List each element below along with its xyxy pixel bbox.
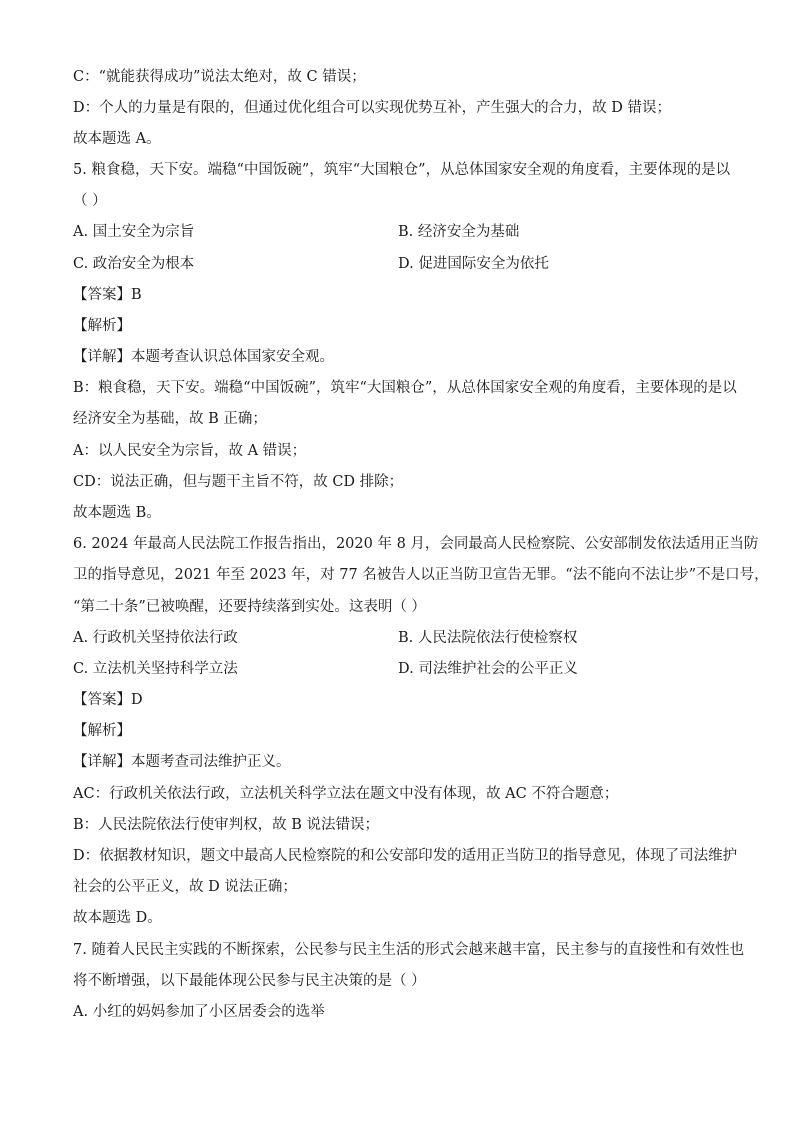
q6-conclusion: 故本题选 D。 (73, 910, 162, 926)
q6-explanation-d-line-2: 社会的公平正义，故 D 说法正确； (73, 879, 297, 895)
q6-explanation-b: B：人民法院依法行使审判权，故 B 说法错误； (73, 817, 380, 833)
q6-explanation-ac: AC：行政机关依法行政，立法机关科学立法在题文中没有体现，故 AC 不符合题意； (73, 786, 619, 802)
q6-option-c: C. 立法机关坚持科学立法 (73, 661, 238, 677)
q5-option-b: B. 经济安全为基础 (398, 224, 520, 240)
prev-conclusion: 故本题选 A。 (73, 131, 161, 147)
q5-explanation-b-line-1: B：粮食稳，天下安。端稳“中国饭碗”，筑牢“大国粮仓”，从总体国家安全观的角度看，主要体现的是以 (73, 380, 737, 396)
q5-explanation-cd: CD：说法正确，但与题干主旨不符，故 CD 排除； (73, 474, 404, 490)
q5-option-d: D. 促进国际安全为依托 (398, 256, 549, 272)
q5-conclusion: 故本题选 B。 (73, 505, 161, 521)
q5-explanation-a: A：以人民安全为宗旨，故 A 错误； (73, 443, 307, 459)
q5-detail: 【详解】本题考查认识总体国家安全观。 (73, 349, 334, 365)
q6-stem-line-1: 6. 2024 年最高人民法院工作报告指出，2020 年 8 月，会同最高人民检察院、公安部制发依法适用正当防 (73, 536, 759, 552)
q5-option-c: C. 政治安全为根本 (73, 256, 195, 272)
q5-explanation-b-line-2: 经济安全为基础，故 B 正确； (73, 411, 267, 427)
q6-option-d: D. 司法维护社会的公平正义 (398, 661, 578, 677)
prev-option-c-explanation: C：“就能获得成功”说法太绝对，故 C 错误； (73, 69, 366, 85)
q7-stem-line-1: 7. 随着人民民主实践的不断探索，公民参与民主生活的形式会越来越丰富，民主参与的直接性和有效性也 (73, 942, 744, 958)
q6-stem-line-2: 卫的指导意见，2021 年至 2023 年，对 77 名被告人以正当防卫宣告无罪。“法不能向不法让步”不是口号， (73, 567, 769, 583)
q5-analysis-heading: 【解析】 (73, 318, 131, 334)
q6-detail: 【详解】本题考查司法维护正义。 (73, 754, 291, 770)
prev-option-d-explanation: D：个人的力量是有限的，但通过优化组合可以实现优势互补，产生强大的合力，故 D 错误； (73, 100, 671, 116)
q7-stem-line-2: 将不断增强，以下最能体现公民参与民主决策的是（ ） (73, 973, 426, 989)
q7-option-a: A. 小红的妈妈参加了小区居委会的选举 (73, 1004, 325, 1020)
q5-answer: 【答案】B (73, 287, 142, 303)
q6-option-b: B. 人民法院依法行使检察权 (398, 630, 578, 646)
q5-option-a: A. 国土安全为宗旨 (73, 224, 195, 240)
q6-analysis-heading: 【解析】 (73, 723, 131, 739)
q6-answer: 【答案】D (73, 692, 143, 708)
q6-option-a: A. 行政机关坚持依法行政 (73, 630, 238, 646)
q6-stem-line-3: “第二十条”已被唤醒，还要持续落到实处。这表明（ ） (73, 599, 426, 615)
q5-stem-line-1: 5. 粮食稳，天下安。端稳“中国饭碗”，筑牢“大国粮仓”，从总体国家安全观的角度看，主要体现的是以 (73, 162, 731, 178)
q5-stem-line-2: （ ） (73, 193, 107, 209)
q6-explanation-d-line-1: D：依据教材知识，题文中最高人民检察院的和公安部印发的适用正当防卫的指导意见，体现了司法维护 (73, 848, 738, 864)
